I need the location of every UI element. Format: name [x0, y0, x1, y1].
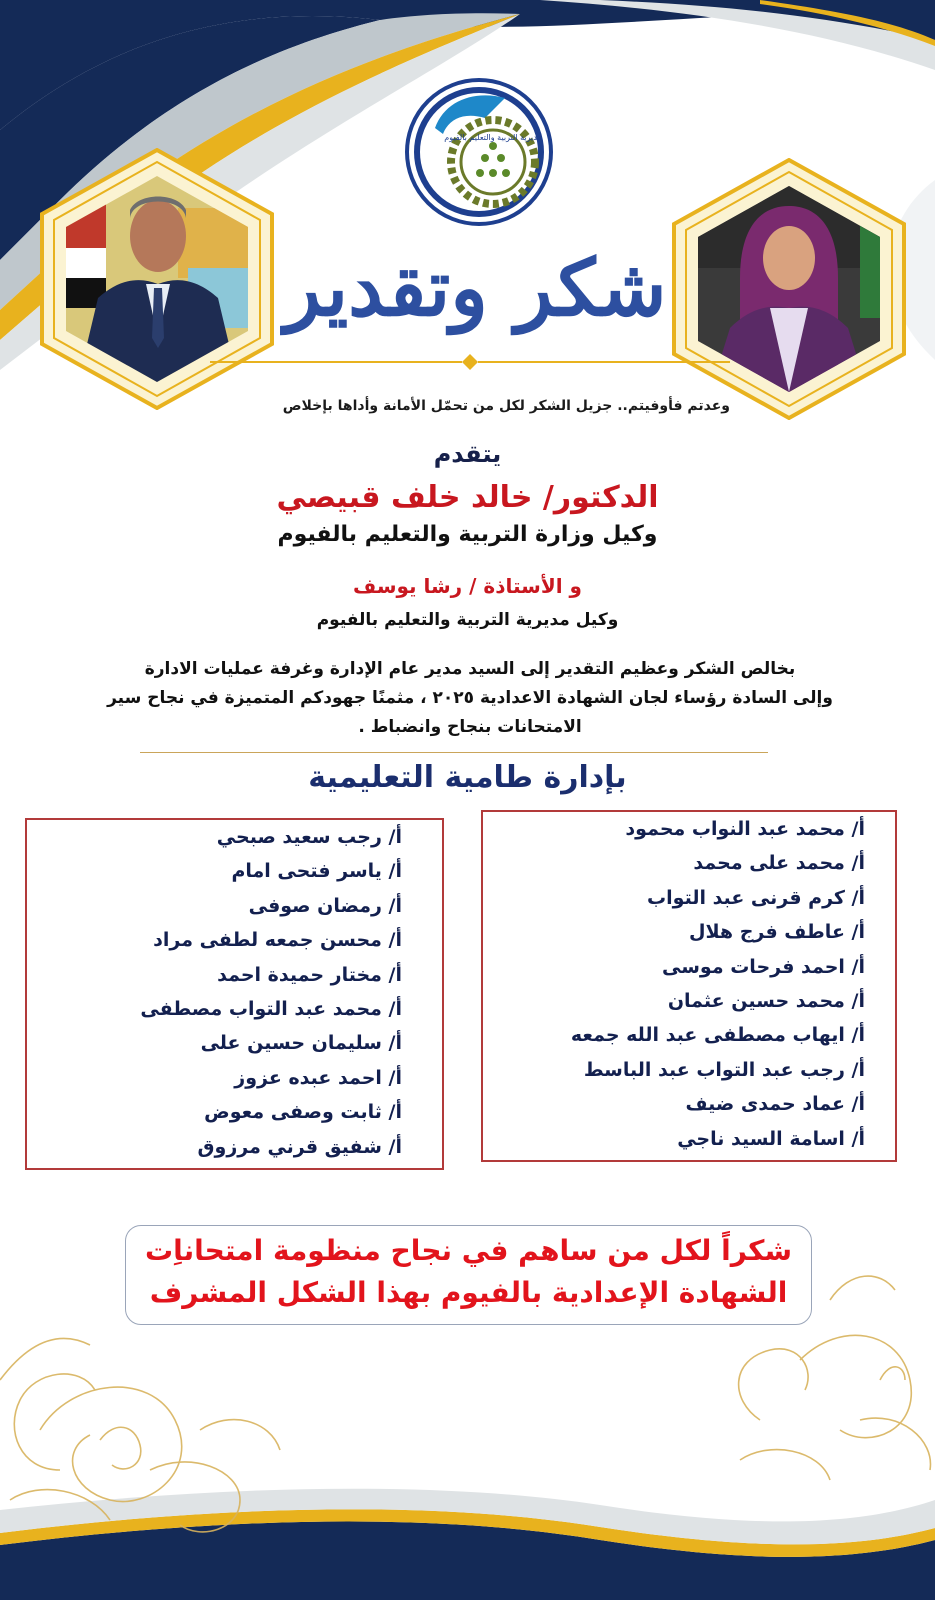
list-item: أ/ احمد عبده عزوز	[234, 1066, 402, 1089]
names-list-right	[481, 810, 897, 1162]
closing-line-1: شكراً لكل من ساهم في نجاح منظومة امتحاناِت	[145, 1234, 792, 1267]
second-name: و الأستاذة / رشا يوسف	[353, 574, 582, 598]
directorate-logo	[405, 78, 553, 226]
administration-heading: بإدارة طامية التعليمية	[308, 760, 627, 795]
doctor-role: وكيل وزارة التربية والتعليم بالفيوم	[277, 522, 658, 547]
list-item: أ/ اسامة السيد ناجي	[677, 1127, 865, 1150]
separator-line	[140, 752, 768, 753]
list-item: أ/ محمد عبد النواب محمود	[625, 818, 865, 840]
list-item: أ/ احمد فرحات موسى	[662, 955, 865, 978]
thanks-message	[80, 655, 860, 742]
list-item: أ/ سليمان حسين على	[200, 1032, 402, 1055]
list-item: أ/ عماد حمدى ضيف	[685, 1093, 865, 1116]
list-item: أ/ رجب عبد التواب عبد الباسط	[583, 1058, 865, 1081]
right-portrait	[670, 158, 908, 420]
closing-banner	[125, 1225, 812, 1325]
logo-text: مديرية التربية والتعليم بالفيوم	[444, 133, 542, 142]
tagline: وعدتم فأوفيتم.. جزيل الشكر لكل من تحمّل الأمانة وأداها بإخلاص	[282, 398, 730, 414]
list-item: أ/ محمد حسين عثمان	[667, 989, 865, 1012]
message-line-3: الامتحانات بنجاح وانضباط .	[358, 717, 582, 737]
message-line-1: بخالص الشكر وعظيم التقدير إلى السيد مدير عام الإدارة وغرفة عمليات الادارة	[144, 659, 796, 679]
list-item: أ/ شفيق قرني مرزوق	[197, 1135, 402, 1158]
list-item: أ/ مختار حميدة احمد	[217, 963, 402, 986]
list-item: أ/ محمد عبد التواب مصطفى	[140, 997, 402, 1020]
list-item: أ/ ايهاب مصطفى عبد الله جمعه	[570, 1024, 865, 1047]
list-item: أ/ كرم قرنى عبد التواب	[647, 886, 865, 909]
message-line-2: وإلى السادة رؤساء لجان الشهادة الاعدادية ٢٠٢٥ ، مثمنًا جهودكم المتميزة في نجاح سير	[107, 688, 833, 708]
presents-heading: يتقدم	[433, 440, 502, 468]
title-divider	[200, 352, 740, 372]
doctor-name: الدكتور/ خالد خلف قبيصي	[276, 480, 659, 515]
names-list-left	[25, 818, 444, 1170]
list-item: أ/ رمضان صوفى	[248, 894, 402, 917]
title-calligraphy	[280, 220, 670, 360]
list-item: أ/ محسن جمعه لطفى مراد	[153, 929, 402, 952]
list-item: أ/ ثابت وصفى معوض	[204, 1101, 402, 1124]
page-title: شكر وتقدير	[283, 243, 667, 334]
list-item: أ/ ياسر فتحى امام	[231, 860, 402, 883]
second-role: وكيل مديرية التربية والتعليم بالفيوم	[316, 610, 619, 630]
list-item: أ/ عاطف فرج هلال	[689, 921, 865, 944]
list-item: أ/ رجب سعيد صبحي	[216, 826, 402, 848]
list-item: أ/ محمد على محمد	[693, 852, 865, 875]
closing-line-2: الشهادة الإعدادية بالفيوم بهذا الشكل المشرف	[149, 1276, 788, 1309]
